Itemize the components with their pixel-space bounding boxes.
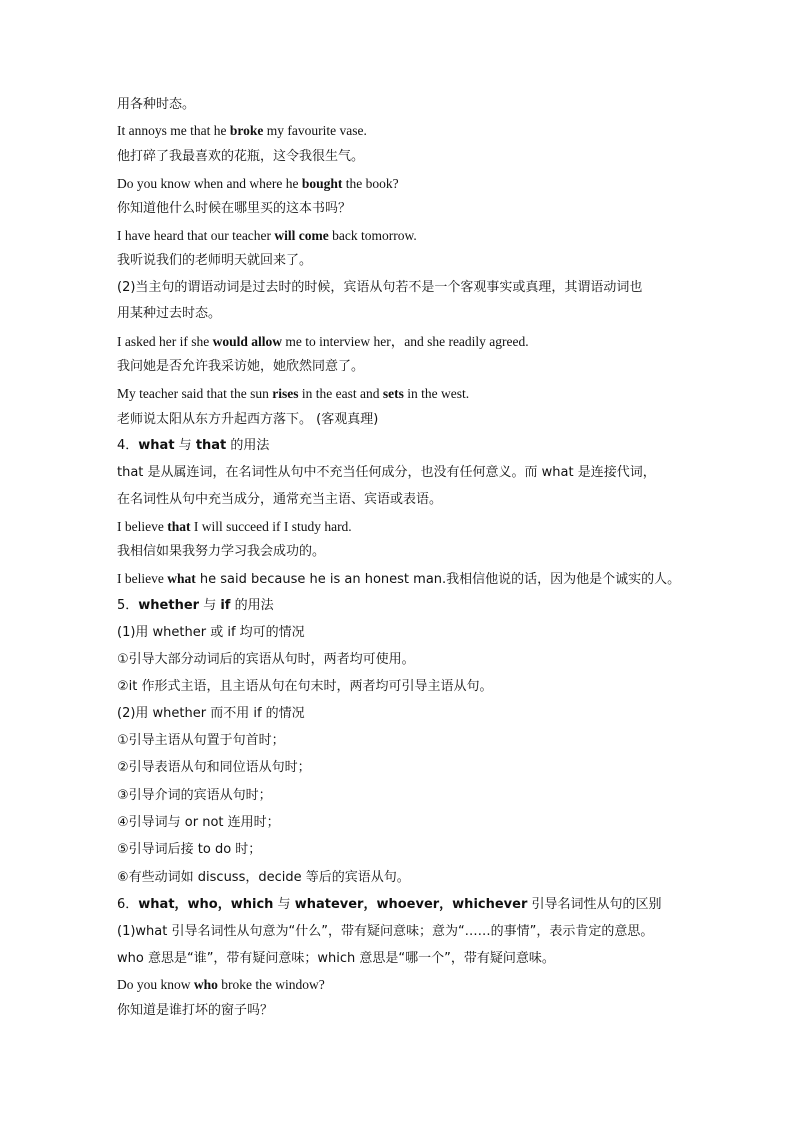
list-item: ⑤引导词后接 to do 时； (117, 842, 262, 857)
rule-text: who 意思是“谁”，带有疑问意味；which 意思是“哪一个”，带有疑问意味。 (117, 951, 555, 966)
translation-line: 老师说太阳从东方升起西方落下。 (客观真理) (117, 412, 379, 427)
example-sentence: I asked her if she would allow me to interview her，and she readily agreed. (117, 334, 529, 349)
list-item: ⑥有些动词如 discuss，decide 等后的宾语从句。 (117, 870, 410, 885)
list-item: ④引导词与 or not 连用时； (117, 815, 280, 830)
example-sentence: Do you know who broke the window? (117, 977, 325, 992)
translation-line: 我相信如果我努力学习我会成功的。 (117, 544, 326, 559)
section-heading: 6．what，who，which 与 whatever，whoever，whichever 引导名词性从句的区别 (117, 897, 662, 912)
rule-text: (1)what 引导名词性从句意为“什么”，带有疑问意味；意为“……的事情”，表示肯定的意思。 (117, 924, 654, 939)
example-sentence: I have heard that our teacher will come back tomorrow. (117, 228, 417, 243)
translation-line: 我听说我们的老师明天就回来了。 (117, 253, 313, 268)
section-heading: 4．what 与 that 的用法 (117, 438, 270, 453)
list-item: ③引导介词的宾语从句时； (117, 788, 272, 803)
list-item: ①引导大部分动词后的宾语从句时，两者均可使用。 (117, 652, 415, 667)
example-sentence: My teacher said that the sun rises in the east and sets in the west. (117, 386, 470, 401)
text-line: 用各种时态。 (117, 97, 196, 112)
example-sentence: Do you know when and where he bought the book? (117, 176, 399, 191)
example-sentence: It annoys me that he broke my favourite vase. (117, 123, 367, 138)
translation-line: 你知道是谁打坏的窗子吗？ (117, 1003, 274, 1018)
translation-line: 我问她是否允许我采访她，她欣然同意了。 (117, 359, 365, 374)
subsection-heading: (1)用 whether 或 if 均可的情况 (117, 625, 305, 640)
translation-line: 你知道他什么时候在哪里买的这本书吗？ (117, 201, 352, 216)
subsection-heading: (2)用 whether 而不用 if 的情况 (117, 706, 305, 721)
rule-text: 在名词性从句中充当成分，通常充当主语、宾语或表语。 (117, 492, 443, 507)
list-item: ①引导主语从句置于句首时； (117, 733, 285, 748)
example-sentence: I believe what he said because he is an honest man.我相信他说的话，因为他是个诚实的人。 (117, 571, 681, 587)
example-sentence: I believe that I will succeed if I study hard. (117, 519, 352, 534)
translation-line: 他打碎了我最喜欢的花瓶，这令我很生气。 (117, 149, 365, 164)
list-item: ②引导表语从句和同位语从句时； (117, 760, 311, 775)
rule-text: that 是从属连词，在名词性从句中不充当任何成分，也没有任何意义。而 what 是连接代词， (117, 465, 656, 480)
section-heading: 5．whether 与 if 的用法 (117, 598, 274, 613)
rule-text: (2)当主句的谓语动词是过去时的时候，宾语从句若不是一个客观事实或真理，其谓语动词也 (117, 280, 643, 295)
list-item: ②it 作形式主语，且主语从句在句末时，两者均可引导主语从句。 (117, 679, 493, 694)
rule-text: 用某种过去时态。 (117, 306, 222, 321)
